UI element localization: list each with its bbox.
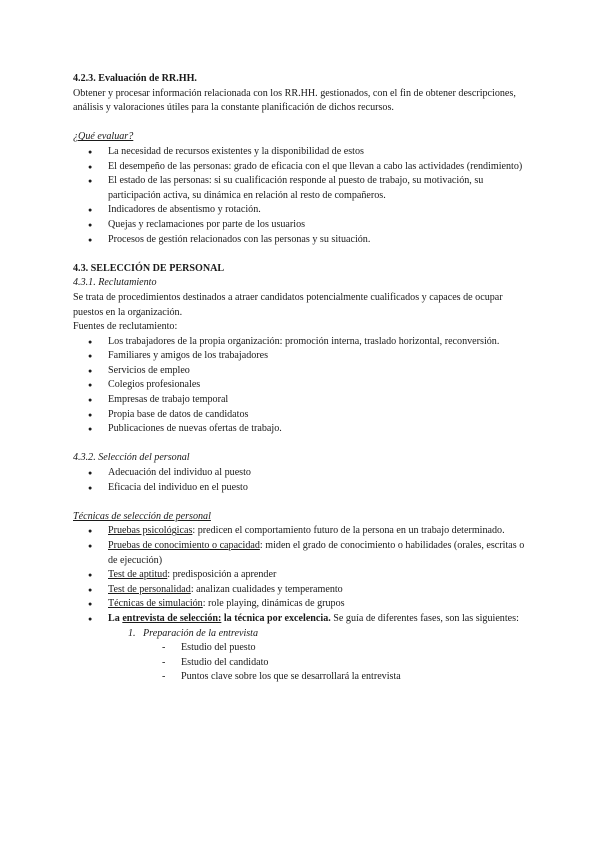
list-item <box>73 568 533 583</box>
list-item: ● La necesidad de recursos existentes y la disponibilidad de estos <box>73 145 533 160</box>
list-item: ● Adecuación del individuo al puesto <box>73 466 533 481</box>
list-item: - Puntos clave sobre los que se desarrollará la entrevista <box>73 670 533 685</box>
phase-item <box>73 627 533 642</box>
tecnica-term: Test de personalidad <box>108 583 191 595</box>
list-item: ● Los trabajadores de la propia organización: promoción interna, traslado horizontal, reconversión. <box>73 335 533 350</box>
phase-title: Preparación de la entrevista <box>143 627 259 639</box>
entrevista-term: entrevista de selección: <box>122 612 222 624</box>
document-page <box>73 72 533 685</box>
tecnicas-list <box>73 524 533 626</box>
tecnicas-heading: Técnicas de selección de personal <box>73 510 211 522</box>
tecnica-desc: : predicen el comportamiento futuro de la persona en un trabajo determinado. <box>192 525 505 537</box>
list-item: ● Publicaciones de nuevas ofertas de trabajo. <box>73 422 533 437</box>
list-item: - Estudio del candidato <box>73 656 533 671</box>
tecnica-term: Test de aptitud <box>108 569 168 581</box>
reclutamiento-heading: 4.3.1. Reclutamiento <box>73 277 157 289</box>
entrevista-rest: Se guía de diferentes fases, son las siguientes: <box>330 612 519 624</box>
entrevista-pre: La <box>108 612 123 624</box>
fuentes-list <box>73 335 533 437</box>
list-item <box>73 583 533 598</box>
list-item: ● Eficacia del individuo en el puesto <box>73 481 533 496</box>
list-item: ● Propia base de datos de candidatos <box>73 408 533 423</box>
tecnica-desc: : analizan cualidades y temperamento <box>190 583 343 595</box>
tecnica-desc: : predisposición a aprender <box>167 569 277 581</box>
list-item: ● Empresas de trabajo temporal <box>73 393 533 408</box>
list-item: ● Quejas y reclamaciones por parte de los usuarios <box>73 218 533 233</box>
list-item: ● El desempeño de las personas: grado de eficacia con el que llevan a cabo las actividades (rendimiento) <box>73 160 533 175</box>
seleccion-heading: 4.3.2. Selección del personal <box>73 452 190 464</box>
tecnica-desc: : role playing, dinámicas de grupos <box>202 598 345 610</box>
tecnica-term: Pruebas de conocimiento o capacidad <box>108 540 260 551</box>
evaluacion-intro: Obtener y procesar información relacionada con los RR.HH. gestionados, con el fin de obtener descripciones, análisis y valoraciones útiles para la constante planificación de dichos recursos. <box>73 87 516 114</box>
list-item <box>73 597 533 612</box>
list-item: ● Colegios profesionales <box>73 378 533 393</box>
tecnica-term: Técnicas de simulación <box>108 598 203 610</box>
section-title-seleccion: 4.3. SELECCIÓN DE PERSONAL <box>73 262 225 274</box>
fuentes-label: Fuentes de reclutamiento: <box>73 321 178 333</box>
tecnica-term: Pruebas psicológicas <box>108 525 193 537</box>
seleccion-list <box>73 466 533 495</box>
list-item: - Estudio del puesto <box>73 641 533 656</box>
list-item-entrevista <box>73 612 533 627</box>
tecnica-desc: : miden el grado de conocimiento o habilidades (orales, escritas o de ejecución) <box>108 540 525 566</box>
reclutamiento-text: Se trata de procedimientos destinados a atraer candidatos potencialmente cualificados y capaces de ocupar puestos en la organización. <box>73 291 503 318</box>
list-item <box>73 524 533 539</box>
que-evaluar-heading: ¿Qué evaluar? <box>73 131 134 143</box>
list-item: ● Procesos de gestión relacionados con las personas y su situación. <box>73 233 533 248</box>
list-item: ● Servicios de empleo <box>73 364 533 379</box>
entrevista-bold-tail: la técnica por excelencia. <box>221 612 331 624</box>
list-item <box>73 539 533 568</box>
list-item: ● El estado de las personas: si su cualificación responde al puesto de trabajo, su motivación, su participación activa, su dinámica en relación al resto de compañeros. <box>73 174 533 203</box>
evaluacion-list <box>73 145 533 247</box>
section-title-evaluacion: 4.2.3. Evaluación de RR.HH. <box>73 73 197 84</box>
phase-sublist <box>73 641 533 685</box>
list-item: ● Indicadores de absentismo y rotación. <box>73 203 533 218</box>
phase-number: 1. <box>128 627 136 639</box>
list-item: ● Familiares y amigos de los trabajadores <box>73 349 533 364</box>
